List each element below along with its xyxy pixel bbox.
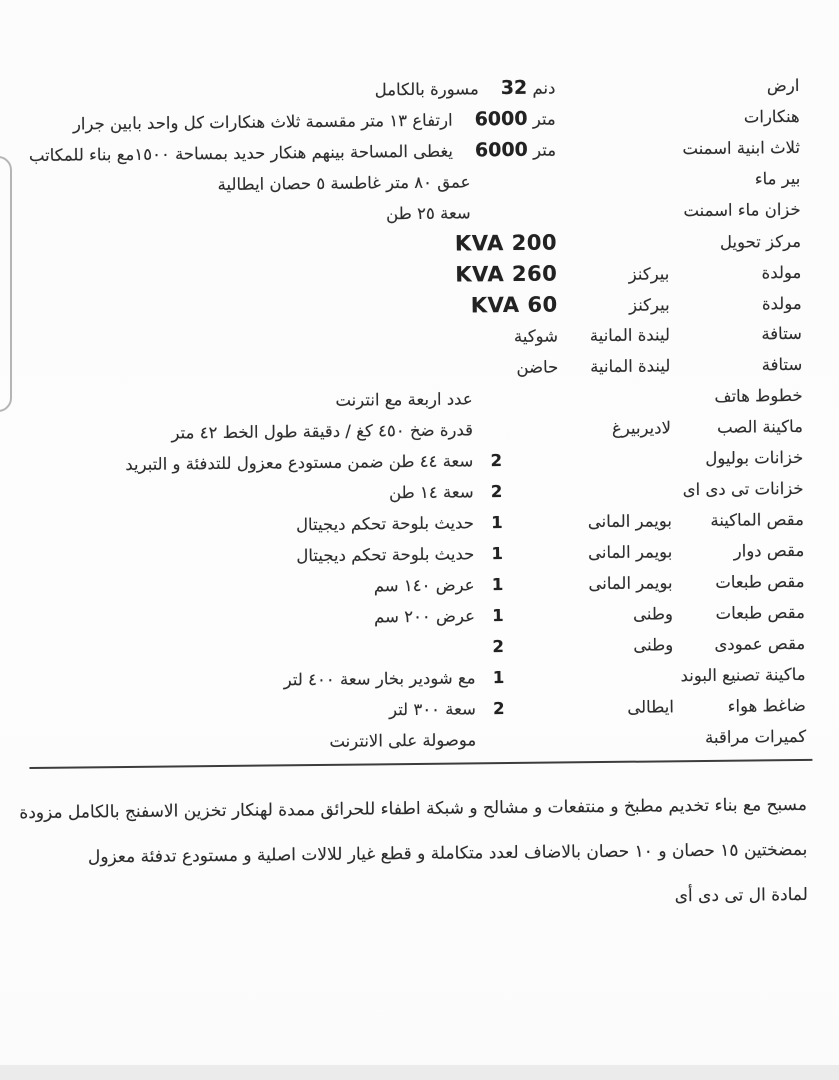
item-description: عمق ٨٠ متر غاطسة ٥ حصان ايطالية — [217, 172, 471, 195]
item-label: خزانات بوليول — [705, 447, 804, 468]
item-label: ثلاث ابنية اسمنت — [682, 137, 801, 159]
item-quantity: 1 — [492, 606, 504, 626]
item-brand — [542, 495, 672, 496]
item-label: ستافة — [761, 354, 803, 375]
item-brand: لاديربيرغ — [611, 418, 672, 438]
item-description: عرض ١٤٠ سم — [373, 575, 475, 596]
item-brand: بيركنز — [628, 264, 670, 284]
item-label: ضاغط هواء — [727, 695, 806, 716]
item-amount-value: 60 KVA — [470, 292, 558, 318]
item-description: مسورة بالكامل — [374, 79, 479, 100]
item-amount-value: 6000 — [474, 107, 528, 131]
item-quantity: 1 — [491, 513, 503, 533]
item-amount-value: 260 KVA — [455, 261, 558, 287]
item-description: عرض ٢٠٠ سم — [373, 606, 476, 627]
item-brand — [541, 402, 671, 403]
scan-bottom-strip — [0, 1065, 839, 1080]
item-brand — [538, 185, 668, 186]
item-description: عدد اربعة مع انترنت — [335, 389, 473, 410]
item-label: مولدة — [761, 262, 802, 283]
item-amount-value: 6000 — [474, 138, 528, 162]
item-quantity: 2 — [490, 482, 503, 502]
inventory-rows — [20, 70, 806, 760]
item-description: سعة ٤٤ طن ضمن مستودع معزول للتدفئة و التبريد — [125, 451, 474, 475]
item-brand: وطنى — [633, 635, 674, 655]
item-label: مولدة — [761, 293, 802, 314]
item-brand — [538, 154, 668, 155]
item-description: حديث بلوحة تحكم ديجيتال — [296, 544, 475, 566]
item-brand: ليندة المانية — [589, 325, 671, 346]
item-description: سعة ١٤ طن — [388, 482, 474, 503]
item-amount — [474, 103, 555, 135]
item-amount — [455, 258, 557, 291]
item-details — [27, 724, 544, 760]
item-label: ماكينة تصنيع البوند — [680, 664, 806, 686]
item-label: بير ماء — [754, 168, 801, 189]
item-brand — [544, 743, 674, 744]
item-quantity: 2 — [492, 637, 505, 657]
item-brand — [537, 92, 667, 93]
item-amount-value: 32 — [500, 76, 528, 100]
item-amount-unit: متر — [532, 109, 556, 129]
item-label: هنكارات — [743, 106, 800, 127]
item-amount-value: 200 KVA — [454, 230, 558, 256]
scan-edge-artifact — [0, 156, 12, 412]
item-brand — [544, 681, 674, 682]
item-amount — [501, 72, 556, 104]
item-brand: بويمر المانى — [588, 573, 673, 594]
item-description: شوكية — [513, 326, 559, 346]
item-quantity: 1 — [492, 668, 505, 688]
item-description: حديث بلوحة تحكم ديجيتال — [295, 513, 475, 535]
item-description: يغطى المساحة بينهم هنكار حديد بمساحة ١٥٠٠مع بناء للمكاتب — [28, 141, 454, 166]
item-label: ماكينة الصب — [716, 416, 804, 437]
item-description: موصولة على الانترنت — [329, 730, 477, 751]
item-brand: بويمر المانى — [588, 542, 673, 563]
item-brand: ايطالى — [627, 697, 674, 717]
item-label: خطوط هاتف — [714, 385, 803, 406]
item-label: ستافة — [761, 323, 803, 344]
item-quantity: 2 — [490, 451, 503, 471]
summary-line-3: لمادة ال تى دى أى — [674, 884, 808, 907]
item-brand: بويمر المانى — [587, 511, 673, 532]
item-quantity: 2 — [493, 699, 505, 719]
item-description: حاضن — [516, 357, 559, 377]
item-label: مقص دوار — [733, 540, 805, 561]
item-description: مع شودير بخار سعة ٤٠٠ لتر — [283, 668, 476, 690]
item-amount-unit: متر — [533, 140, 557, 160]
summary-paragraph — [19, 783, 808, 926]
item-brand: وطنى — [632, 604, 673, 624]
item-label: مركز تحويل — [719, 231, 802, 252]
summary-line-2: بمضختين ١٥ حصان و ١٠ حصان بالاضاف لعدد متكاملة و قطع غيار للالات اصلية و مستودع تدفئة معزول — [87, 839, 808, 868]
item-label: خزانات تى دى اى — [682, 478, 804, 500]
item-description: سعة ٢٥ طن — [386, 203, 471, 224]
document-content — [20, 70, 808, 926]
item-amount — [475, 134, 556, 166]
item-description: سعة ٣٠٠ لتر — [388, 699, 476, 720]
item-label: مقص عمودى — [714, 633, 806, 654]
item-quantity: 1 — [491, 544, 504, 564]
item-brand — [539, 216, 669, 217]
item-amount — [471, 289, 558, 322]
item-description: ارتفاع ١٣ متر مقسمة ثلاث هنكارات كل واحد بابين جرار — [72, 110, 453, 134]
item-label: مقص طبعات — [715, 602, 805, 623]
item-description: قدرة ضخ ٤٥٠ كغ / دقيقة طول الخط ٤٢ متر — [171, 420, 474, 443]
item-label: ارض — [766, 75, 800, 96]
item-label: خزان ماء اسمنت — [683, 199, 801, 221]
summary-line-1: مسبح مع بناء تخديم مطبخ و منتفعات و مشالح و شبكة اطفاء للحرائق ممدة لهنكار تخزين الاسفنج بالكامل مزودة — [19, 794, 808, 824]
item-brand — [538, 123, 668, 124]
item-label: كميرات مراقبة — [704, 726, 807, 747]
item-amount — [455, 227, 557, 260]
item-brand — [541, 464, 671, 465]
item-amount-unit: دنم — [532, 78, 556, 98]
item-brand: بيركنز — [628, 295, 670, 315]
item-brand: ليندة المانية — [590, 356, 671, 377]
item-label: مقص طبعات — [715, 571, 805, 592]
horizontal-rule — [29, 759, 812, 769]
item-label: مقص الماكينة — [710, 509, 805, 530]
item-brand — [539, 248, 669, 249]
item-quantity: 1 — [491, 575, 504, 595]
